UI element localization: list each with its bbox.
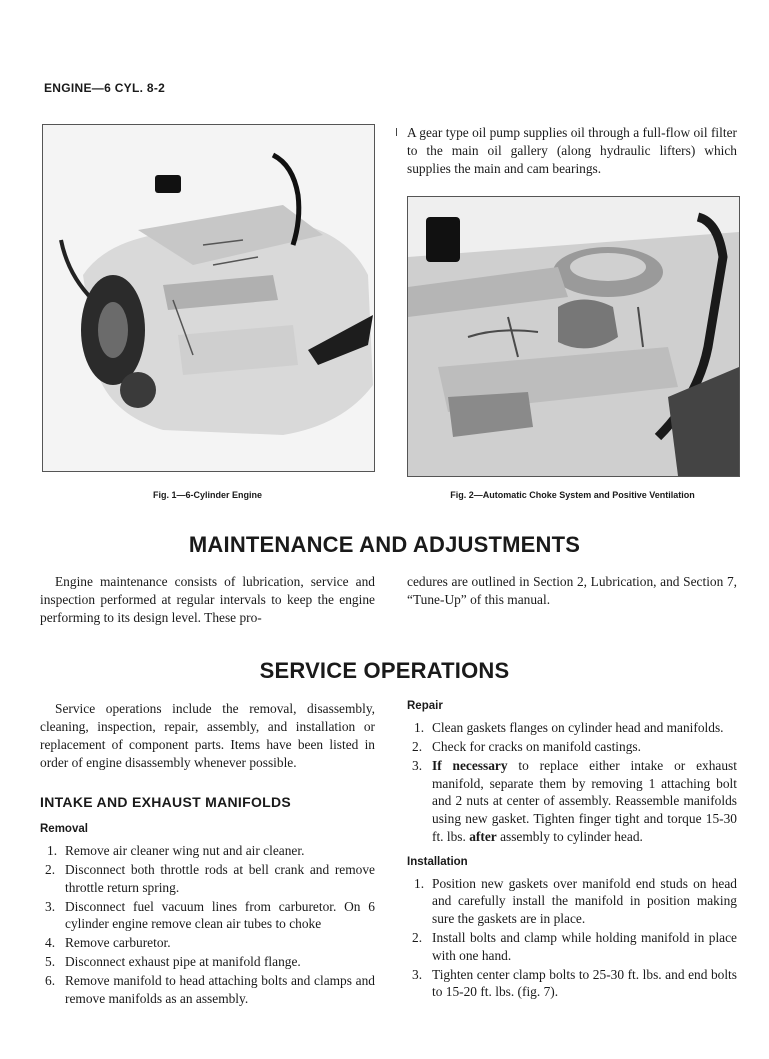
step-number: 5. xyxy=(45,954,56,970)
step-text: Check for cracks on manifold castings. xyxy=(432,739,641,754)
maintenance-col2: cedures are outlined in Section 2, Lubrication, and Section 7, “Tune-Up” of this manual. xyxy=(407,574,737,607)
removal-step xyxy=(40,934,375,952)
figure-2-caption: Fig. 2—Automatic Choke System and Positive Ventilation xyxy=(450,490,695,500)
figure-1-photo xyxy=(42,124,375,472)
maintenance-col1: Engine maintenance consists of lubrication, service and inspection performed at regular intervals to keep the engine performing to its design level. These pro- xyxy=(40,574,375,625)
step-number: 3. xyxy=(412,966,423,982)
step-text: If necessary xyxy=(432,758,508,773)
choke-system-photo-icon xyxy=(408,197,739,476)
step-text: Install bolts and clamp while holding manifold in place with one hand. xyxy=(432,929,737,963)
step-text: Disconnect both throttle rods at bell crank and remove throttle return spring. xyxy=(65,862,375,895)
step-number: 1. xyxy=(414,720,425,735)
step-number: 3. xyxy=(412,758,423,773)
removal-steps xyxy=(40,842,375,1008)
step-number: 4. xyxy=(45,935,56,951)
removal-heading: Removal xyxy=(40,823,88,835)
figure-2-photo xyxy=(407,196,740,477)
repair-step xyxy=(407,757,737,846)
service-heading: SERVICE OPERATIONS xyxy=(259,658,510,683)
manifolds-heading: INTAKE AND EXHAUST MANIFOLDS xyxy=(40,794,292,810)
installation-heading: Installation xyxy=(407,855,468,868)
step-text: Clean gaskets flanges on cylinder head and manifolds. xyxy=(432,720,724,735)
page-header: ENGINE—6 CYL. 8-2 xyxy=(44,81,166,95)
step-text: Tighten center clamp bolts to 25-30 ft. lbs. and end bolts to 15-20 ft. lbs. (fig. 7). xyxy=(432,966,737,1000)
repair-steps xyxy=(407,719,737,846)
step-text: Position new gaskets over manifold end studs on head and carefully install the manifold in position making sure the gaskets are in place. xyxy=(432,875,737,926)
maintenance-heading: MAINTENANCE AND ADJUSTMENTS xyxy=(188,532,581,557)
step-text: Remove manifold to head attaching bolts and clamps and remove manifolds as an assembly. xyxy=(65,973,375,1007)
step-text: Disconnect exhaust pipe at manifold flange. xyxy=(65,954,301,970)
right-column xyxy=(407,700,737,1002)
step-text: assembly to cylinder head. xyxy=(496,828,643,844)
removal-step xyxy=(40,842,375,860)
installation-step xyxy=(407,929,737,964)
step-number: 1. xyxy=(414,875,425,891)
step-text: after xyxy=(469,828,497,844)
service-intro: Service operations include the removal, disassembly, cleaning, inspection, repair, assembly, and installation or replacement of component parts. Items have been listed in order of engine disassembly whenever possible. xyxy=(40,701,375,770)
removal-step xyxy=(40,953,375,971)
removal-step xyxy=(40,861,375,896)
removal-step xyxy=(40,898,375,933)
figure-1-caption: Fig. 1—6-Cylinder Engine xyxy=(152,490,262,500)
step-number: 2. xyxy=(412,739,423,754)
step-number: 3. xyxy=(45,898,56,914)
removal-step xyxy=(40,972,375,1007)
step-text: Remove carburetor. xyxy=(65,935,171,951)
oil-pump-paragraph: A gear type oil pump supplies oil through a full-flow oil filter to the main oil gallery (along hydraulic lifters) which supplies the main and cam bearings. xyxy=(407,125,737,176)
repair-heading: Repair xyxy=(407,700,443,712)
installation-step xyxy=(407,875,737,928)
step-number: 2. xyxy=(412,929,423,945)
step-text: to replace either intake or exhaust manifold, separate them by removing 1 attaching bolt and 2 nuts at center of assembly. Reassemble manifolds using new gasket. Tighten finger tight and torque 15-30 ft. lbs. xyxy=(432,758,737,844)
column-notch xyxy=(396,128,397,136)
installation-steps xyxy=(407,875,737,1002)
step-number: 1. xyxy=(47,843,58,858)
step-text: Remove air cleaner wing nut and air cleaner. xyxy=(65,843,305,858)
engine-photo-icon xyxy=(43,125,374,471)
repair-step xyxy=(407,719,737,737)
left-column xyxy=(40,700,375,1009)
step-number: 6. xyxy=(45,973,56,989)
installation-step xyxy=(407,966,737,1001)
step-text: Disconnect fuel vacuum lines from carburetor. On 6 cylinder engine remove clean air tubes to choke xyxy=(65,898,375,932)
repair-step xyxy=(407,738,737,756)
step-number: 2. xyxy=(45,862,56,877)
